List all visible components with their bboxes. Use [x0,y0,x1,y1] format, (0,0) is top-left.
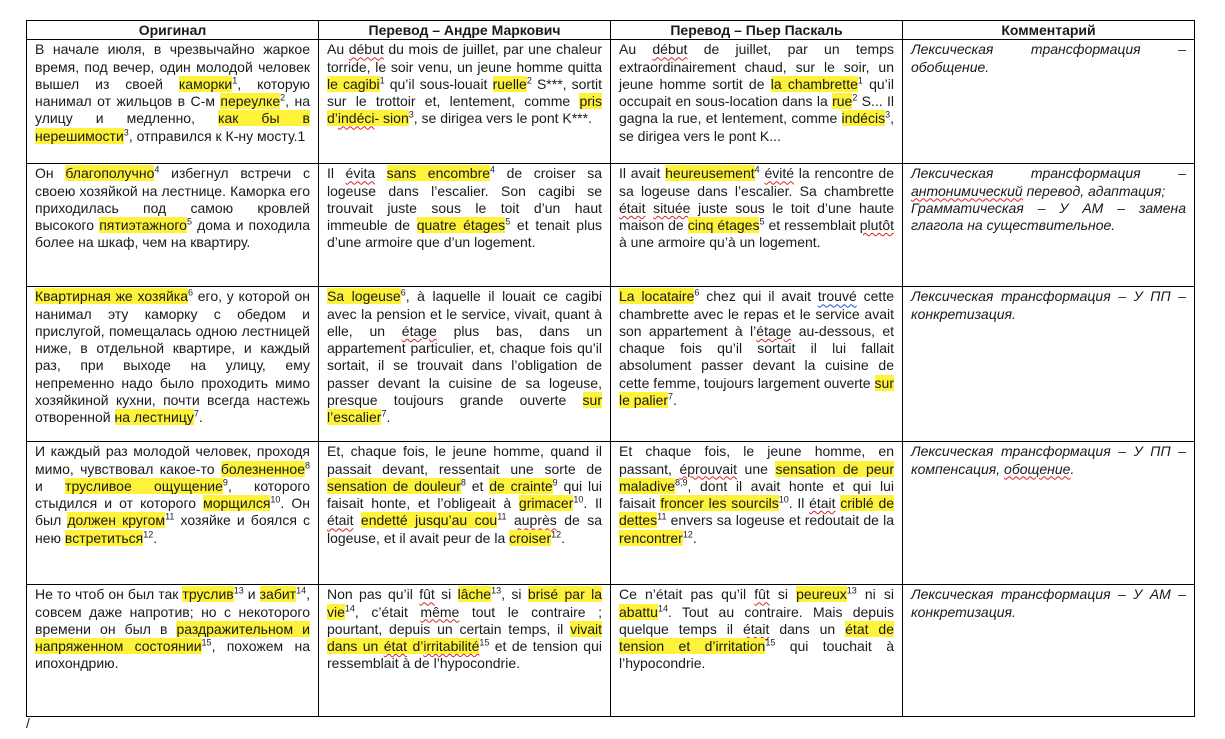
footnote-number: 11 [497,511,507,522]
highlighted-term: d’ [407,638,424,655]
text-segment: tout le contraire ; pourtant, depuis un certain temps, il [327,603,602,637]
cell-comment [903,164,1195,287]
cell-original [27,164,319,287]
highlighted-term: sensation de douleur [327,477,461,494]
footnote-number: 13 [491,585,502,596]
cell-pascal [611,40,903,164]
text-segment: qui touchait à l’hypocondrie. [619,638,894,672]
text-segment: juste sous le toit d’une haute maison de [619,199,895,234]
highlighted-term: de crainte [489,477,553,494]
highlighted-term: lâche [457,586,492,603]
text-segment: Au [619,41,653,58]
header-markovich: Перевод – Андре Маркович [319,21,611,40]
text-segment: Лексическая трансформация – У АМ – конкретизация. [911,586,1186,620]
spellcheck-word: éprouvait [679,460,738,477]
text-segment: Лексическая трансформация – [911,165,1186,182]
spellcheck-word: début [348,41,384,58]
highlighted-term: должен кругом [67,512,166,529]
table-row [27,585,1195,717]
text-segment: une [737,460,776,477]
text-segment: , dont il avait honte et qui lui faisait [619,477,894,512]
text-segment: de croiser sa logeuse dans l’escalier. Son cagibi se trouvait juste sous le toit d’un haut immeuble de [327,165,603,234]
text-segment: , совсем даже напротив; но с некоторого времени он был в [35,586,310,637]
text-segment [507,512,514,528]
footnote-number: 8 [304,459,310,470]
text-segment: , si [501,586,528,603]
text-segment: перевод, адаптация; [1022,182,1166,199]
highlighted-term: ruelle [492,75,527,92]
highlighted-term: irritabilité [423,638,480,655]
text-segment: qui lui faisait honte, et l’obligeait à [327,477,602,512]
footnote-number: 15 [479,637,490,648]
text-segment: . Tout au contraire. Mais depuis quelque temps il [619,603,894,637]
highlighted-term: rue [832,93,853,110]
footnote-number: 1 [857,75,863,86]
text-segment: . Он был [35,495,310,529]
cell-markovich [319,164,611,287]
text-segment: , которую нанимал от жильцов в С-м [35,75,310,110]
text-segment: qu’il occupait en sous-location dans la [619,75,895,110]
highlighted-term: heureusement [665,165,755,182]
footnote-number: 7 [193,408,199,419]
text-segment: chez qui il avait [699,288,818,305]
text-segment: . Il [788,495,810,512]
spellcheck-word: début [652,41,688,58]
cell-markovich [319,442,611,585]
highlighted-term: grimacer [518,495,574,512]
footnote-number: 3 [123,127,129,138]
footnote-number: 14 [296,585,307,596]
footnote-number: 13 [846,585,857,596]
footnote-number: 12 [143,529,154,540]
highlighted-term: Sa logeuse [327,288,401,305]
footnote-number: 2 [852,92,858,103]
text-segment: Грамматическая – У АМ – замена глагола на существительное. [911,199,1186,234]
text-segment: Он [35,165,66,182]
comment-line [911,165,1186,200]
text-segment: et [465,477,490,494]
highlighted-term: болезненное [220,460,305,477]
text-segment: . [1070,460,1075,477]
text-segment: Et chaque fois, le jeune homme, en passant, [619,443,894,477]
highlighted-term: переулке [220,93,281,110]
text-segment: Лексическая трансформация – У ПП – конкретизация. [911,288,1186,322]
highlighted-term: état [383,638,408,655]
footnote-number: 14 [344,602,355,613]
highlighted-term: croiser [509,529,552,546]
highlighted-term: la chambrette [770,75,858,92]
cell-pascal [611,164,903,287]
highlighted-term: sans encombre [386,165,491,182]
text-segment: et tenait plus d’une armoire que d’un logement. [327,217,602,251]
cell-pascal [611,287,903,442]
text-segment: . [386,409,391,426]
spellcheck-word: auprès [513,512,557,529]
spellcheck-word: fût [419,586,435,603]
text-segment: дома и походила более на шкаф, чем на квартиру. [35,217,310,251]
highlighted-term: état [845,620,869,637]
highlighted-term: sur l’escalier [327,392,602,426]
grammar-check-word: trouvé [817,288,857,305]
highlighted-term: brisé par la vie [327,586,603,620]
text-segment: Et, chaque fois, le jeune homme, quand il passait devant, ressentait une sorte de [327,443,602,477]
cell-original [27,442,319,585]
footnote-number: 10 [270,494,281,505]
comment-line [911,443,1186,478]
highlighted-term: endetté jusqu’au cou [360,512,498,529]
highlighted-term: встретиться [64,529,144,546]
cell-comment [903,287,1195,442]
cell-comment [903,40,1195,164]
footnote-number: 5 [759,216,765,227]
text-segment: , se dirigea vers le pont K***. [413,110,592,127]
text-segment: И каждый раз молодой человек, проходя мимо, чувствовал какое-то [35,443,310,477]
text-segment: его, у которой он нанимал эту каморку с обедом и прислугой, помещалась одною лестницей ниже, в отдельной квартире, и каждый раз, при выходе на улицу, ему непременно надо было проходить мимо хозяйкиной кухни, почти всегда настежь отворенной [35,288,311,426]
text-segment: Ce n’était pas qu’il [619,586,755,603]
footnote-number: 6 [400,287,406,298]
text-segment: Il [327,165,346,182]
text-segment: ni si [856,586,894,603]
footnote-number: 13 [233,585,244,596]
highlighted-term: peureux [796,586,847,603]
text-segment: избегнул встречи с своею хозяйкой на лестнице. Каморка его приходилась под самою кровлей высокого [35,165,311,234]
highlighted-term: на лестницу [114,409,194,426]
highlighted-term: et d’irritation [664,638,766,655]
text-segment: de sa logeuse, et il avait peur de la [327,512,603,546]
text-segment: au-dessous, et chaque fois qu’il sortait il lui fallait absolument passer devant la cuisine de cette femme, toujours largement ouverte [619,322,894,391]
trailing-mark: / [26,715,30,731]
spellcheck-word: était [619,199,646,216]
text-segment: si [434,586,458,603]
highlighted-term: criblé de dettes [619,495,895,529]
spellcheck-word: étage [756,322,792,339]
highlighted-term: sensation de peur maladive [619,460,894,494]
comment-line [911,288,1186,323]
footnote-number: 11 [657,511,667,522]
footnote-number: 12 [551,529,562,540]
text-segment: dans un [769,620,846,637]
cell-pascal [611,442,903,585]
text-segment: à une armoire qu’à un logement. [619,234,821,251]
comment-line [911,41,1186,76]
text-segment: et de tension qui ressemblait à de l’hypocondrie. [327,638,602,672]
highlighted-term: морщился [203,495,271,512]
highlighted-term: трусливое ощущение [65,477,223,494]
highlighted-term: sur le palier [619,374,894,409]
text-segment: Лексическая трансформация – обобщение. [911,41,1186,75]
cell-pascal [611,585,903,717]
footnote-number: 4 [154,164,160,175]
cell-comment [903,442,1195,585]
footnote-number: 10 [573,494,584,505]
text-segment: . [153,529,158,546]
highlighted-term: abattu [619,603,658,620]
text-segment: envers sa logeuse et redoutait de la [666,512,894,529]
spellcheck-word: plutôt [859,217,894,234]
text-segment: . [561,529,566,546]
footnote-number: 4 [754,164,760,175]
highlighted-term: rencontrer [619,529,683,546]
highlighted-term: каморки [178,75,233,92]
comment-line [911,200,1186,235]
highlighted-term: pris d’ [327,93,602,127]
text-segment: . [692,529,697,546]
highlighted-term: quatre étages [416,217,506,234]
text-segment: et ressemblait [764,217,860,234]
spellcheck-word: était [809,495,836,512]
text-segment: la rencontre de sa logeuse dans l’escalier. Sa chambrette [619,165,894,199]
spellcheck-word: était [742,620,770,637]
table-row [27,40,1195,164]
text-segment: Non pas qu’il [327,586,420,603]
text-segment [353,512,360,528]
highlighted-term: La locataire [619,288,695,305]
highlighted-term: le cagibi [327,75,380,92]
footnote-number: 1 [379,75,385,86]
highlighted-term: - sion [374,110,409,127]
spellcheck-word: évité [764,165,795,182]
text-segment: Au [327,41,349,58]
cell-original [27,40,319,164]
header-pascal: Перевод – Пьер Паскаль [611,21,903,40]
text-segment: de juillet, par un temps extraordinairement chaud, sur le soir, un jeune homme sortit de [619,41,895,92]
footnote-number: 15 [765,637,776,648]
footnote-number: 7 [381,408,387,419]
comment-line [911,586,1186,621]
text-segment: cette chambrette avec le repas et le service avait son appartement à l’ [619,288,894,339]
highlighted-term: indécis [841,110,886,127]
header-comment: Комментарий [903,21,1195,40]
footnote-number: 9 [222,477,228,488]
text-segment: , на улицу и медленно, [35,93,311,127]
spellcheck-word: fût [754,586,770,603]
text-segment: , se dirigea vers le pont K... [619,110,894,144]
footnote-number: 8 [460,477,466,488]
text-segment: Лексическая трансформация – У ПП – компенсация, [911,443,1186,477]
highlighted-term: indéci [337,110,375,127]
header-original: Оригинал [27,21,319,40]
highlighted-term: пятиэтажного [99,217,187,234]
table-row [27,287,1195,442]
spellcheck-word: évita [345,165,376,182]
footnote-number: 2 [280,92,286,103]
footnote-number: 7 [668,391,674,402]
table-row [27,164,1195,287]
spellcheck-word: étage [401,322,437,339]
text-segment [645,200,653,216]
text-segment: В начале июля, в чрезвычайно жаркое время, под вечер, один молодой человек вышел из своей [35,41,310,92]
footnote-number: 3 [408,109,414,120]
table-row [27,442,1195,585]
footnote-number: 6 [694,287,700,298]
highlighted-term: cinq étages [687,217,760,234]
footnote-number: 4 [490,164,496,175]
highlighted-term: благополучно [65,165,155,182]
highlighted-term: de tension [619,620,894,655]
footnote-number: 1 [232,75,238,86]
footnote-number: 14 [657,602,668,613]
text-segment [375,165,387,181]
text-segment: и [243,586,260,603]
text-segment: , похожем на ипохондрию. [35,638,310,672]
text-segment: Il avait [619,165,666,182]
text-segment: , à laquelle il louait ce cagibi avec la pension et le service, vivait, quant à elle, un [327,288,602,339]
text-segment: хозяйке и боялся с нею [35,512,310,546]
text-segment: S***, sortit sur le trottoir et, lentement, comme [327,75,602,110]
spellcheck-word: обощение [1004,460,1071,477]
text-segment: , отправился к К-ну мосту.1 [128,127,306,144]
text-segment: qu’il sous-louait [384,75,493,92]
text-segment: si [769,586,797,603]
footnote-number: 5 [186,216,192,227]
footnote-number: 5 [505,216,511,227]
highlighted-term: забит [259,586,297,603]
text-segment: . Il [583,495,602,512]
highlighted-term: vivait dans un [327,620,602,655]
text-segment: S... Il gagna la rue, et lentement, comme [619,93,894,127]
text-segment: , которого стыдился и от которого [35,477,310,512]
footnote-number: 9 [552,477,558,488]
text-segment: du mois de juillet, par une chaleur torride, le soir venu, un jeune homme quitta [327,41,603,75]
text-segment: . [673,392,677,409]
cell-original [27,585,319,717]
cell-markovich [319,287,611,442]
footnote-number: 10 [778,494,789,505]
footnote-number: 6 [188,287,194,298]
header-row [27,21,1195,40]
footnote-number: 8,9 [675,477,688,488]
cell-markovich [319,40,611,164]
spellcheck-word: même [420,603,460,620]
text-segment: , c’était [354,603,421,620]
translation-comparison-table [26,20,1195,717]
highlighted-term: раздражительном и напряженном состоянии [35,620,310,655]
spellcheck-word: située [653,199,691,216]
highlighted-term: как бы в нерешимости [35,110,310,144]
footnote-number: 2 [526,75,532,86]
text-segment: . [198,409,203,426]
highlighted-term: Квартирная же хозяйка [35,288,188,305]
footnote-number: 3 [885,109,891,120]
footnote-number: 12 [682,529,693,540]
cell-comment [903,585,1195,717]
footnote-number: 15 [201,637,212,648]
text-segment: Не то чтоб он был так [35,586,183,603]
highlighted-term: труслив [182,586,234,603]
highlighted-term: froncer les sourcils [660,495,779,512]
footnote-number: 11 [165,511,175,522]
spellcheck-word: антонимический [911,182,1023,199]
text-segment: и [35,477,66,494]
cell-markovich [319,585,611,717]
text-segment: plus bas, dans un appartement particulier, et, chaque fois qu’il sortait, il se trouvait dans l’obligation de passer devant la cuisine de sa logeuse, presque toujours grande ouverte [327,322,602,409]
cell-original [27,287,319,442]
spellcheck-word: était [327,512,354,529]
